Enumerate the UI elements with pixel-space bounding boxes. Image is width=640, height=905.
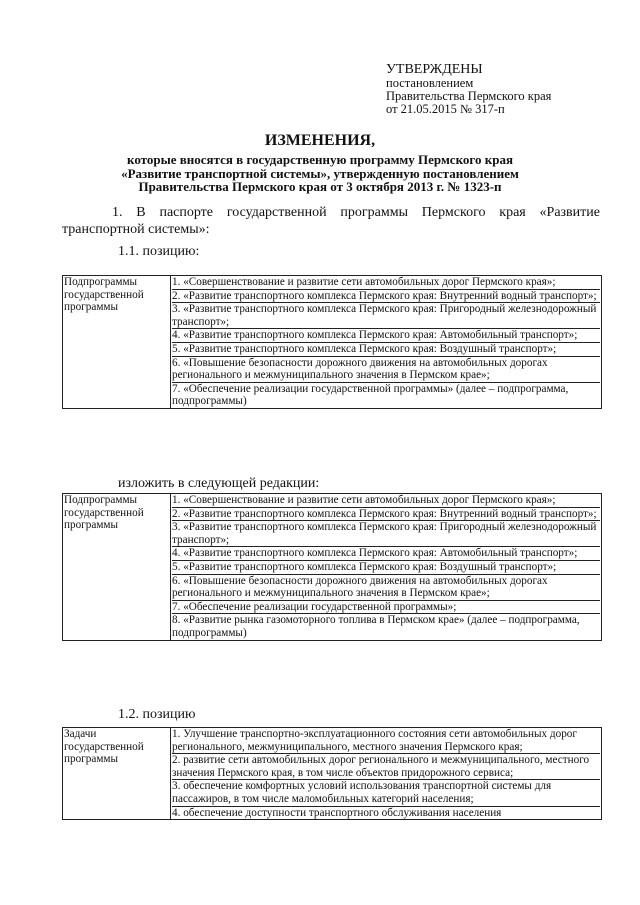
paragraph-1-2: 1.2. позицию	[118, 707, 196, 722]
subtitle-line: которые вносятся в государственную программу Пермского края	[127, 152, 513, 167]
list-item: 2. «Развитие транспортного комплекса Пермского края: Внутренний водный транспорт»;	[172, 507, 600, 521]
paragraph-1-1: 1.1. позицию:	[118, 244, 200, 259]
table-items	[171, 494, 602, 641]
approval-title: УТВЕРЖДЕНЫ	[386, 62, 483, 77]
approval-line: Правительства Пермского края	[386, 89, 552, 103]
list-item: 8. «Развитие рынка газомоторного топлива в Пермском крае» (далее – подпрограмма, подпрограммы)	[172, 613, 600, 639]
list-item: 2. развитие сети автомобильных дорог регионального и межмуниципального, местного значения Пермского края, в том числе объектов придорожного сервиса;	[172, 753, 600, 779]
list-item: 1. Улучшение транспортно-эксплуатационного состояния сети автомобильных дорог регионального, межмуниципального, местного значения Пермского края;	[172, 728, 577, 753]
list-item: 6. «Повышение безопасности дорожного движения на автомобильных дорогах регионального и межмуниципального значения в Пермском крае»;	[172, 356, 600, 382]
table-label: Подпрограммы государственной программы	[63, 276, 171, 409]
document-title: ИЗМЕНЕНИЯ,	[264, 132, 376, 149]
table-items	[171, 728, 602, 820]
list-item: 4. обеспечение доступности транспортного обслуживания населения	[172, 806, 600, 820]
list-item: 7. «Обеспечение реализации государственной программы»;	[172, 600, 600, 614]
tasks-table	[62, 727, 602, 820]
approval-line: постановлением	[386, 76, 474, 90]
table-label: Подпрограммы государственной программы	[63, 494, 171, 641]
list-item: 7. «Обеспечение реализации государственной программы» (далее – подпрограмма, подпрограммы)	[172, 382, 600, 408]
list-item: 3. «Развитие транспортного комплекса Пермского края: Пригородный железнодорожный транспорт»;	[172, 302, 600, 328]
list-item: 3. «Развитие транспортного комплекса Пермского края: Пригородный железнодорожный транспорт»;	[172, 520, 600, 546]
approval-stamp	[386, 62, 551, 116]
list-item: 6. «Повышение безопасности дорожного движения на автомобильных дорогах регионального и межмуниципального значения в Пермском крае»;	[172, 574, 600, 600]
table-items	[171, 276, 602, 409]
paragraph-new-edition: изложить в следующей редакции:	[118, 476, 320, 491]
list-item: 2. «Развитие транспортного комплекса Пермского края: Внутренний водный транспорт»;	[172, 289, 600, 303]
document-subtitle	[60, 153, 580, 194]
subtitle-line: Правительства Пермского края от 3 октября 2013 г. № 1323-п	[138, 179, 502, 194]
list-item: 5. «Развитие транспортного комплекса Пермского края: Воздушный транспорт»;	[172, 560, 600, 574]
table-label: Задачи государственной программы	[63, 728, 171, 820]
list-item: 1. «Совершенствование и развитие сети автомобильных дорог Пермского края»;	[172, 494, 556, 506]
list-item: 4. «Развитие транспортного комплекса Пермского края: Автомобильный транспорт»;	[172, 328, 600, 342]
list-item: 5. «Развитие транспортного комплекса Пермского края: Воздушный транспорт»;	[172, 342, 600, 356]
list-item: 4. «Развитие транспортного комплекса Пермского края: Автомобильный транспорт»;	[172, 546, 600, 560]
position-table-old	[62, 275, 602, 409]
list-item: 3. обеспечение комфортных условий использования транспортной системы для пассажиров, в том числе маломобильных категорий населения;	[172, 779, 600, 805]
list-item: 1. «Совершенствование и развитие сети автомобильных дорог Пермского края»;	[172, 276, 556, 288]
paragraph-1: 1. В паспорте государственной программы Пермского края «Развитие транспортной системы»:	[62, 205, 600, 237]
approval-line: от 21.05.2015 № 317-п	[386, 102, 505, 116]
position-table-new	[62, 493, 602, 641]
subtitle-line: «Развитие транспортной системы», утвержденную постановлением	[121, 165, 519, 181]
